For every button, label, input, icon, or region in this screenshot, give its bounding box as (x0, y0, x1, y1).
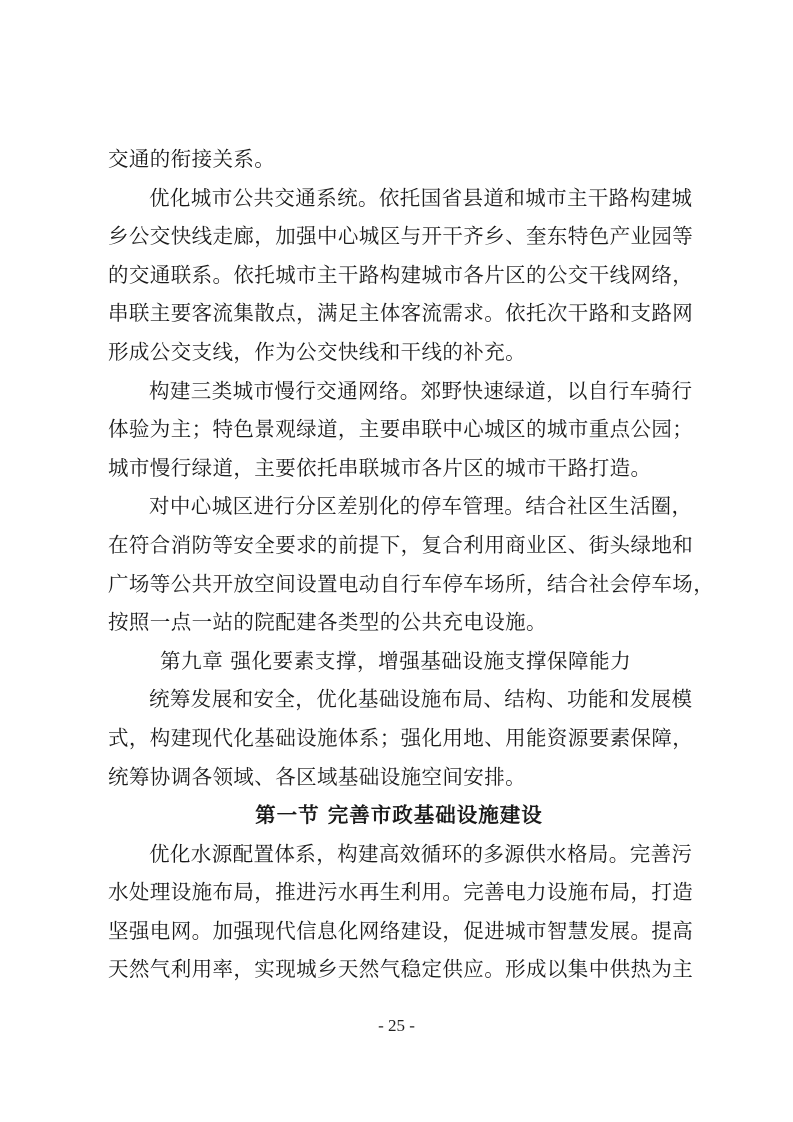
paragraph-line: 乡公交快线走廊，加强中心城区与开干齐乡、奎东特色产业园等 (108, 224, 694, 249)
paragraph-line: 式，构建现代化基础设施体系；强化用地、用能资源要素保障， (108, 725, 694, 750)
paragraph-line: 交通的衔接关系。 (108, 147, 276, 171)
paragraph-line: 天然气利用率，实现城乡天然气稳定供应。形成以集中供热为主 (108, 957, 694, 982)
paragraph-line: 的交通联系。依托城市主干路构建城市各片区的公交干线网络， (108, 262, 694, 287)
paragraph-line: 体验为主；特色景观绿道，主要串联中心城区的城市重点公园； (108, 417, 694, 442)
paragraph-line: 对中心城区进行分区差别化的停车管理。结合社区生活圈， (149, 494, 693, 519)
paragraph-line: 优化水源配置体系，构建高效循环的多源供水格局。完善污 (149, 841, 693, 866)
paragraph-line: 统筹协调各领域、各区域基础设施空间安排。 (108, 764, 526, 789)
paragraph-line: 构建三类城市慢行交通网络。郊野快速绿道，以自行车骑行 (149, 378, 693, 403)
paragraph-line: 形成公交支线，作为公交快线和干线的补充。 (108, 339, 526, 364)
section-heading: 第一节 完善市政基础设施建设 (255, 803, 543, 828)
chapter-heading: 第九章 强化要素支撑，增强基础设施支撑保障能力 (160, 648, 632, 673)
paragraph-line: 统筹发展和安全，优化基础设施布局、结构、功能和发展模 (149, 687, 693, 712)
paragraph-line: 城市慢行绿道，主要依托串联城市各片区的城市干路打造。 (108, 455, 652, 480)
paragraph-line: 优化城市公共交通系统。依托国省县道和城市主干路构建城 (149, 185, 693, 210)
document-body (108, 140, 715, 989)
paragraph-line: 坚强电网。加强现代信息化网络建设，促进城市智慧发展。提高 (108, 918, 694, 943)
paragraph-line: 在符合消防等安全要求的前提下，复合利用商业区、街头绿地和 (108, 532, 694, 557)
paragraph-line: 按照一点一站的院配建各类型的公共充电设施。 (108, 610, 547, 635)
paragraph-line: 串联主要客流集散点，满足主体客流需求。依托次干路和支路网 (108, 301, 694, 326)
page-number: - 25 - (378, 1016, 415, 1035)
paragraph-line: 水处理设施布局，推进污水再生利用。完善电力设施布局，打造 (108, 880, 694, 905)
paragraph-line: 广场等公共开放空间设置电动自行车停车场所，结合社会停车场， (108, 571, 715, 596)
